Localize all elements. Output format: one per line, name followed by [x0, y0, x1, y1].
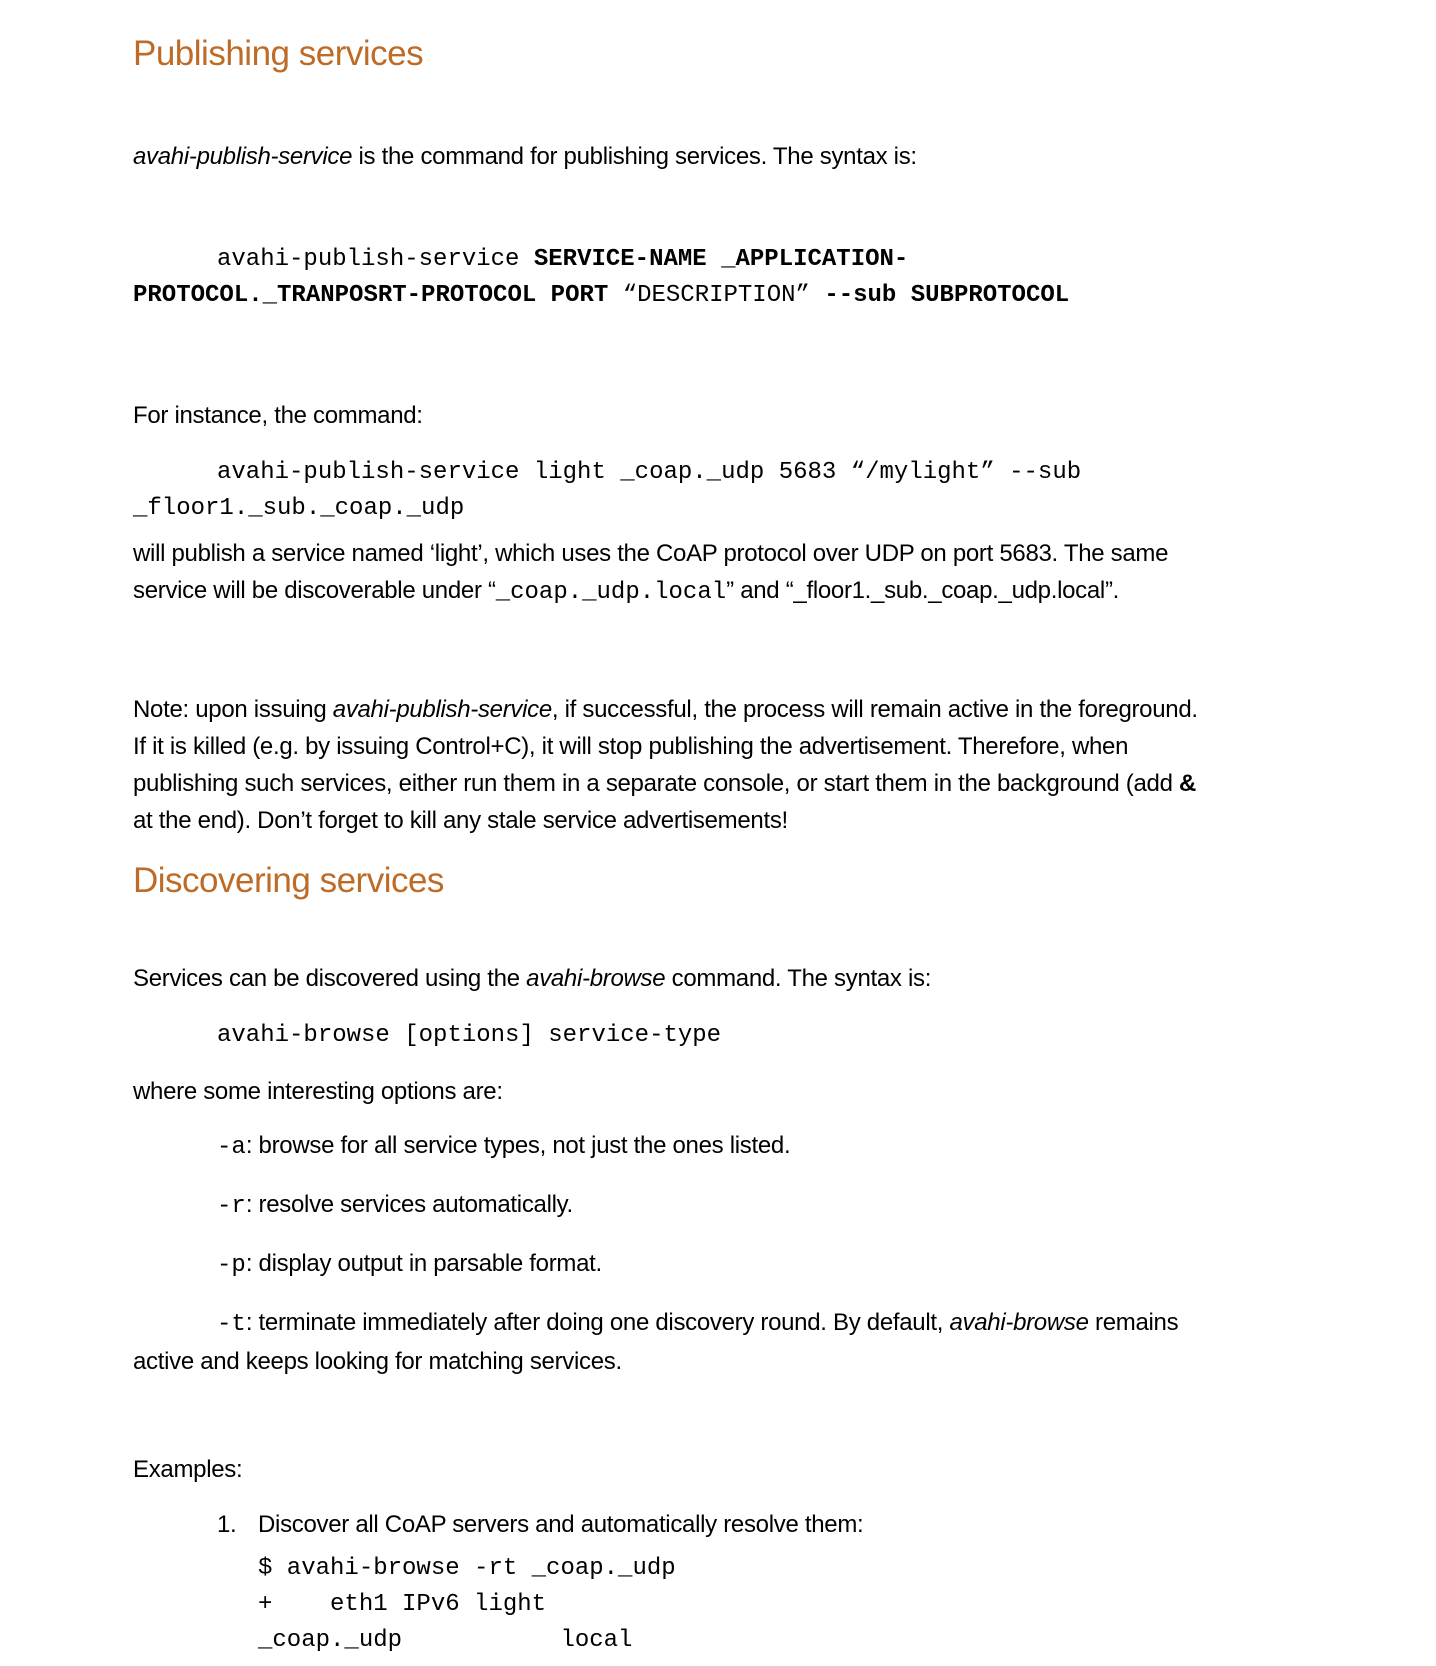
text-run: , if successful, the process will remain active in the foreground. — [551, 696, 1198, 723]
text-run: command. The syntax is: — [665, 965, 932, 992]
text-line — [133, 691, 1346, 728]
text-line — [133, 1451, 1346, 1488]
text-run: PROTOCOL._TRANPOSRT-PROTOCOL PORT — [133, 282, 623, 309]
text-line — [133, 454, 1346, 490]
text-line — [133, 960, 1346, 997]
text-run: Discover all CoAP servers and automatically resolve them: — [258, 1511, 864, 1538]
text-run: Examples: — [133, 1456, 243, 1483]
text-line — [133, 490, 1346, 526]
options-intro-paragraph — [133, 1073, 1346, 1110]
text-run: If it is killed (e.g. by issuing Control+C), it will stop publishing the advertisement. Therefore, when — [133, 733, 1129, 760]
text-run: “DESCRIPTION” — [622, 282, 810, 309]
text-run: $ avahi-browse -rt _coap._udp — [258, 1555, 676, 1582]
text-line — [133, 1186, 1346, 1225]
text-run: avahi-browse — [949, 1309, 1089, 1336]
text-run: avahi-publish-service — [217, 246, 534, 273]
text-line — [133, 1506, 1346, 1543]
example-1-list-item — [133, 1506, 1346, 1543]
text-run: : resolve services automatically. — [245, 1191, 573, 1218]
text-line — [258, 1622, 1346, 1658]
heading-publishing-services: Publishing services — [133, 34, 424, 73]
text-run: will publish a service named ‘light’, which uses the CoAP protocol over UDP on port 5683. The same — [133, 540, 1169, 567]
text-run: : browse for all service types, not just the ones listed. — [245, 1132, 791, 1159]
text-run: _coap._udp local — [258, 1627, 633, 1654]
text-run: service will be discoverable under “ — [133, 577, 496, 604]
text-line — [133, 802, 1346, 839]
for-instance-paragraph — [133, 397, 1346, 434]
text-run: & — [1179, 770, 1197, 797]
text-run: avahi-publish-service — [133, 143, 353, 170]
publish-example-code — [133, 454, 1346, 526]
text-line — [133, 1343, 1346, 1380]
text-run: -p — [217, 1252, 246, 1279]
text-line — [133, 1073, 1346, 1110]
text-run: + eth1 IPv6 light — [258, 1591, 547, 1618]
text-run: : terminate immediately after doing one discovery round. By default, — [245, 1309, 950, 1336]
text-line — [133, 277, 1346, 313]
intro-paragraph — [133, 138, 1346, 175]
browse-output-code — [133, 1550, 1346, 1658]
text-run: avahi-publish-service light _coap._udp 5683 “/mylight” --sub — [217, 459, 1082, 486]
text-run: publishing such services, either run them in a separate console, or start them in the background (add — [133, 770, 1179, 797]
text-line — [258, 1586, 1346, 1622]
text-line — [133, 765, 1346, 802]
text-run: at the end). Don’t forget to kill any stale service advertisements! — [133, 807, 788, 834]
text-line — [133, 728, 1346, 765]
text-run: where some interesting options are: — [133, 1078, 503, 1105]
text-line — [133, 397, 1346, 434]
text-line — [133, 1245, 1346, 1284]
option-a-paragraph — [133, 1127, 1346, 1166]
option-t-paragraph — [133, 1304, 1346, 1380]
note-paragraph — [133, 691, 1346, 839]
text-line — [133, 535, 1346, 572]
publish-explanation-paragraph — [133, 535, 1346, 611]
text-run: Services can be discovered using the — [133, 965, 527, 992]
option-p-paragraph — [133, 1245, 1346, 1284]
text-run: Note: upon issuing — [133, 696, 333, 723]
text-run: --sub SUBPROTOCOL — [809, 282, 1070, 309]
text-run: _floor1._sub._coap._udp — [133, 495, 465, 522]
text-run: active and keeps looking for matching services. — [133, 1348, 622, 1375]
text-run: SERVICE-NAME _APPLICATION- — [533, 246, 909, 273]
text-run: _coap._udp.local — [495, 579, 727, 606]
text-run: avahi-browse [options] service-type — [217, 1022, 722, 1049]
text-run: : display output in parsable format. — [245, 1250, 602, 1277]
heading-discovering-services: Discovering services — [133, 861, 444, 900]
text-run: avahi-publish-service — [332, 696, 552, 723]
examples-label-paragraph — [133, 1451, 1346, 1488]
text-line — [133, 1017, 1346, 1053]
text-run: -a — [217, 1134, 246, 1161]
text-run: avahi-browse — [526, 965, 666, 992]
text-line — [133, 1127, 1346, 1166]
text-line — [258, 1550, 1346, 1586]
text-line — [133, 572, 1346, 611]
text-run: For instance, the command: — [133, 402, 423, 429]
discover-intro-paragraph — [133, 960, 1346, 997]
text-run: 1. — [217, 1511, 237, 1538]
text-run: ” and “_floor1._sub._coap._udp.local”. — [726, 577, 1120, 604]
text-line — [133, 241, 1346, 277]
text-run: remains — [1088, 1309, 1179, 1336]
publish-syntax-code — [133, 241, 1346, 313]
text-run: -t — [217, 1311, 246, 1338]
option-r-paragraph — [133, 1186, 1346, 1225]
text-line — [133, 138, 1346, 175]
text-run: -r — [217, 1193, 246, 1220]
browse-syntax-code — [133, 1017, 1346, 1053]
text-line — [133, 1304, 1346, 1343]
text-run: is the command for publishing services. The syntax is: — [352, 143, 917, 170]
